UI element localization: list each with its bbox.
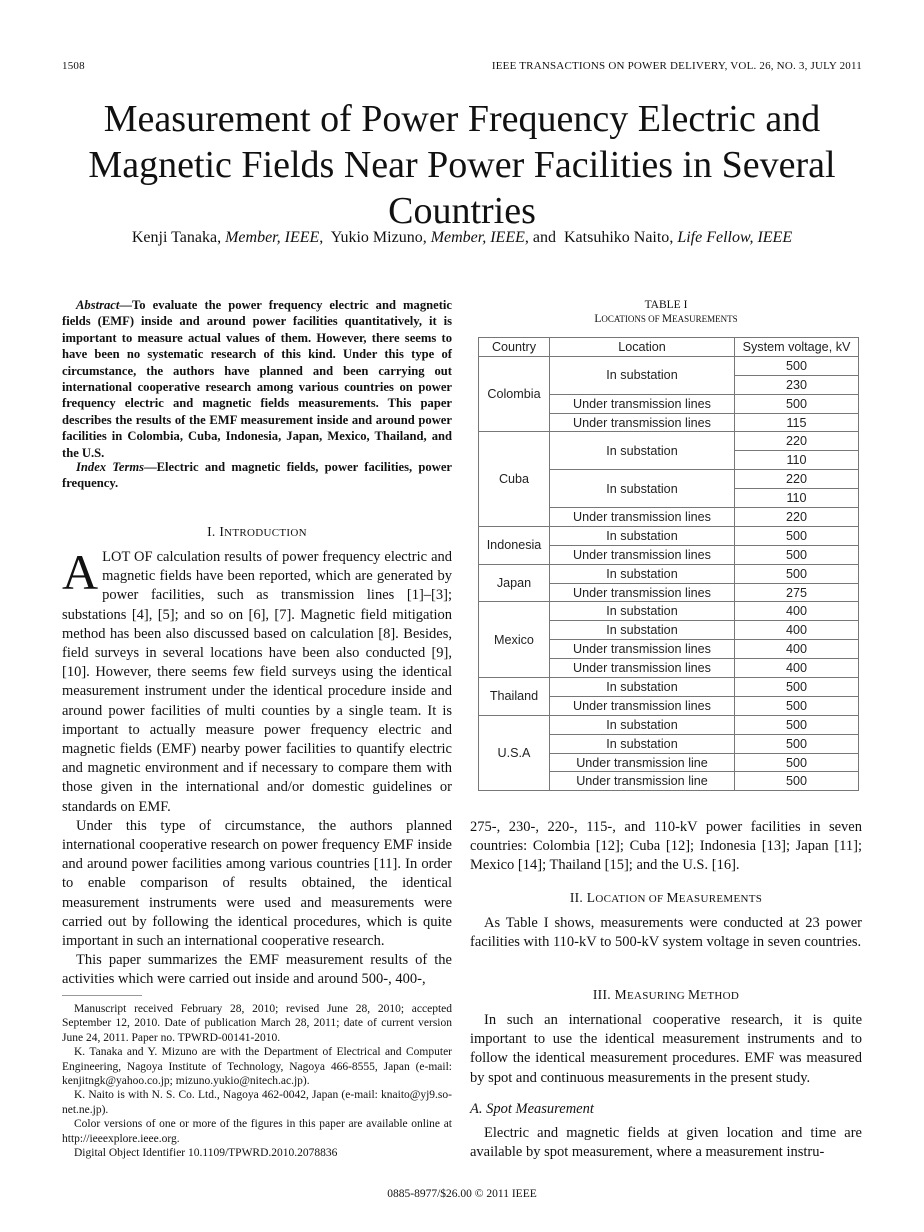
location-cell: In substation (550, 564, 735, 583)
section-title-part: EASURING (626, 990, 689, 1002)
paragraph: Electric and magnetic fields at given location and time are available by spot measurement, where a measurement instru- (470, 1125, 862, 1161)
location-cell: Under transmission lines (550, 696, 735, 715)
copyright-footer: 0885-8977/$26.00 © 2011 IEEE (387, 1188, 537, 1200)
location-cell: Under transmission lines (550, 413, 735, 432)
location-cell: In substation (550, 715, 735, 734)
table-row (479, 715, 859, 734)
section-heading-method (470, 987, 862, 1003)
country-cell: Mexico (479, 602, 550, 678)
introduction-continued (470, 818, 862, 876)
voltage-cell: 400 (735, 659, 859, 678)
paper-title: Measurement of Power Frequency Electric and Magnetic Fields Near Power Facilities in Several Countries (88, 98, 836, 232)
section-number: II. (569, 890, 584, 905)
introduction-body (62, 544, 452, 990)
section-title-initial: M (614, 987, 627, 1002)
paragraph: This paper summarizes the EMF measurement results of the activities which were carried out inside and around 500-, 400-, (62, 952, 452, 988)
table-title-part: EASUREMENTS (672, 314, 738, 324)
location-cell: Under transmission lines (550, 659, 735, 678)
location-cell: Under transmission lines (550, 640, 735, 659)
subsection-heading-spot: A. Spot Measurement (470, 1101, 594, 1117)
voltage-cell: 500 (735, 678, 859, 697)
voltage-cell: 220 (735, 470, 859, 489)
location-cell: Under transmission line (550, 772, 735, 791)
header-location: Location (550, 338, 735, 357)
voltage-cell: 500 (735, 696, 859, 715)
footnote: K. Tanaka and Y. Mizuno are with the Department of Electrical and Computer Engineering, Nagoya Institute of Technology, Nagoya 466-8555, Japan (e-mail: kenjitngk@yahoo.co.jp; mizuno.yukio@nitech.ac.jp). (62, 1046, 452, 1088)
voltage-cell: 500 (735, 772, 859, 791)
section-title-part: OCATION OF (595, 893, 667, 905)
location-cell: In substation (550, 602, 735, 621)
table-row (479, 602, 859, 621)
voltage-cell: 400 (735, 602, 859, 621)
abstract-text: To evaluate the power frequency electric and magnetic fields (EMF) inside and around power facilities quantitatively, it is important to measure actual values of them. However, there seems to have been no systematic research of this kind. Under this type of circumstance, the authors have planned and been carrying out international cooperative research among various countries on power frequency electric and magnetic fields measurements. This paper describes the results of the EMF measurement inside and around power facilities in Colombia, Cuba, Indonesia, Japan, Mexico, Thailand, and the U.S. (62, 298, 452, 460)
abstract-label: Abstract (76, 298, 120, 312)
drop-cap: A (62, 544, 99, 600)
table-title-initial: L (594, 313, 602, 325)
voltage-cell: 110 (735, 489, 859, 508)
paragraph: As Table I shows, measurements were conducted at 23 power facilities with 110-kV to 500-kV system voltage in seven countries. (470, 915, 862, 951)
section-title-initial: L (586, 890, 596, 905)
method-body (470, 1011, 862, 1088)
index-terms-text: Electric and magnetic fields, power facilities, power frequency. (62, 460, 452, 491)
location-body (470, 914, 862, 952)
table-row (479, 356, 859, 375)
voltage-cell: 220 (735, 432, 859, 451)
footnote: Manuscript received February 28, 2010; revised June 28, 2010; accepted September 12, 2010. Date of publication March 28, 2011; date of current version June 24, 2011. Paper no. TPWRD-00141-2010. (62, 1003, 452, 1044)
table-title-part: OCATIONS OF (601, 314, 662, 324)
voltage-cell: 500 (735, 715, 859, 734)
author-role: Member, IEEE (225, 229, 320, 246)
index-terms: Index Terms—Electric and magnetic fields, power facilities, power frequency. (62, 460, 452, 491)
voltage-cell: 230 (735, 375, 859, 394)
section-number: I. (207, 524, 216, 539)
location-cell: Under transmission lines (550, 394, 735, 413)
section-heading-introduction (62, 524, 452, 540)
footnote: Digital Object Identifier 10.1109/TPWRD.2010.2078836 (74, 1147, 338, 1160)
voltage-cell: 500 (735, 564, 859, 583)
table-row (479, 678, 859, 697)
country-cell: U.S.A (479, 715, 550, 791)
voltage-cell: 275 (735, 583, 859, 602)
location-cell: Under transmission lines (550, 508, 735, 527)
paragraph: Under this type of circumstance, the authors planned international cooperative research on power frequency EMF inside and around power facilities among various countries [11]. In order to enable comparison of results obtained, the identical measurement instruments were used and measurements were carried out by following the identical procedures, which is quite important in such an international cooperative research. (62, 817, 452, 950)
paragraph: In such an international cooperative research, it is quite important to use the identical measurement instruments and to follow the identical measurement procedures. EMF was measured by spot and continuous measurements in the present study. (470, 1012, 862, 1086)
index-terms-label: Index Terms (76, 460, 145, 474)
location-cell: In substation (550, 678, 735, 697)
author-role: Member, IEEE (430, 229, 525, 246)
journal-header: IEEE TRANSACTIONS ON POWER DELIVERY, VOL. 26, NO. 3, JULY 2011 (491, 60, 862, 72)
section-number: III. (592, 987, 611, 1002)
location-cell: In substation (550, 526, 735, 545)
table-caption (470, 298, 862, 326)
spot-body (470, 1124, 862, 1162)
section-title-initial: M (688, 987, 701, 1002)
locations-table (478, 337, 859, 791)
section-title-part: ETHOD (700, 990, 740, 1002)
table-row (479, 564, 859, 583)
footnote: K. Naito is with N. S. Co. Ltd., Nagoya 462-0042, Japan (e-mail: knaito@yj9.so-net.ne.jp). (62, 1089, 452, 1116)
voltage-cell: 115 (735, 413, 859, 432)
paragraph: LOT OF calculation results of power frequency electric and magnetic fields have been reported, which are generated by power facilities, such as transmission lines [1]–[3]; substations [4], [5]; and so on [6], [7]. Magnetic field mitigation method has been also discussed based on calculation [8]. Besides, field surveys in several locations have been also conducted [9], [10]. However, there seems few field surveys using the identical measurement instrument under the identical procedure inside and around power facilities of multi counties by a single team. It is important to actually measure power frequency electric and magnetic fields (EMF) nearby power facilities to quantify electric and magnetic environment and if necessary to compare them with those given in the international and/or domestic guidelines or standards on EMF. (62, 549, 452, 815)
table-title (470, 312, 862, 326)
header-country: Country (479, 338, 550, 357)
table-row (479, 432, 859, 451)
table-label: TABLE I (644, 299, 688, 311)
table-header-row (479, 338, 859, 357)
table-title-initial: M (661, 313, 673, 325)
page-number: 1508 (62, 60, 85, 72)
location-cell: In substation (550, 432, 735, 470)
voltage-cell: 500 (735, 734, 859, 753)
footnotes (62, 1002, 452, 1160)
author-name: Yukio Mizuno (330, 229, 423, 246)
location-cell: In substation (550, 734, 735, 753)
voltage-cell: 500 (735, 356, 859, 375)
voltage-cell: 500 (735, 394, 859, 413)
location-cell: Under transmission lines (550, 583, 735, 602)
voltage-cell: 500 (735, 526, 859, 545)
header-voltage: System voltage, kV (735, 338, 859, 357)
voltage-cell: 110 (735, 451, 859, 470)
section-heading-location (470, 890, 862, 906)
author-conjunction: and (532, 229, 556, 246)
section-title-rest: NTRODUCTION (224, 527, 307, 539)
author-name: Katsuhiko Naito (563, 229, 670, 246)
footnote: Color versions of one or more of the figures in this paper are available online at http://ieeexplore.ieee.org. (62, 1118, 452, 1145)
voltage-cell: 400 (735, 621, 859, 640)
country-cell: Japan (479, 564, 550, 602)
location-cell: In substation (550, 356, 735, 394)
author-name: Kenji Tanaka (131, 229, 218, 246)
voltage-cell: 400 (735, 640, 859, 659)
section-title-part: EASUREMENTS (678, 893, 763, 905)
location-cell: In substation (550, 470, 735, 508)
country-cell: Indonesia (479, 526, 550, 564)
table-row (479, 526, 859, 545)
voltage-cell: 220 (735, 508, 859, 527)
section-title-initial: M (666, 890, 679, 905)
location-cell: Under transmission line (550, 753, 735, 772)
country-cell: Thailand (479, 678, 550, 716)
voltage-cell: 500 (735, 545, 859, 564)
country-cell: Cuba (479, 432, 550, 526)
author-line: Kenji Tanaka, Member, IEEE, Yukio Mizuno, Member, IEEE, and Katsuhiko Naito, Life Fellow, IEEE (131, 229, 793, 246)
abstract: Abstract—To evaluate the power frequency electric and magnetic fields (EMF) inside and around power facilities quantitatively, it is important to measure actual values of them. However, there seems to have been no systematic research of this kind. Under this type of circumstance, the authors have planned and been carrying out international cooperative research among various countries on power frequency electric and magnetic fields measurements. This paper describes the results of the EMF measurement inside and around power facilities in Colombia, Cuba, Indonesia, Japan, Mexico, Thailand, and the U.S. (62, 298, 452, 460)
section-title-initial: I (219, 524, 225, 539)
footnote-divider (62, 995, 142, 996)
voltage-cell: 500 (735, 753, 859, 772)
location-cell: Under transmission lines (550, 545, 735, 564)
author-role: Life Fellow, IEEE (677, 229, 793, 246)
location-cell: In substation (550, 621, 735, 640)
country-cell: Colombia (479, 356, 550, 432)
paragraph: 275-, 230-, 220-, 115-, and 110-kV power facilities in seven countries: Colombia [12]; Cuba [12]; Indonesia [13]; Japan [11]; Mexico [14]; Thailand [15]; and the U.S. [16]. (470, 819, 862, 874)
